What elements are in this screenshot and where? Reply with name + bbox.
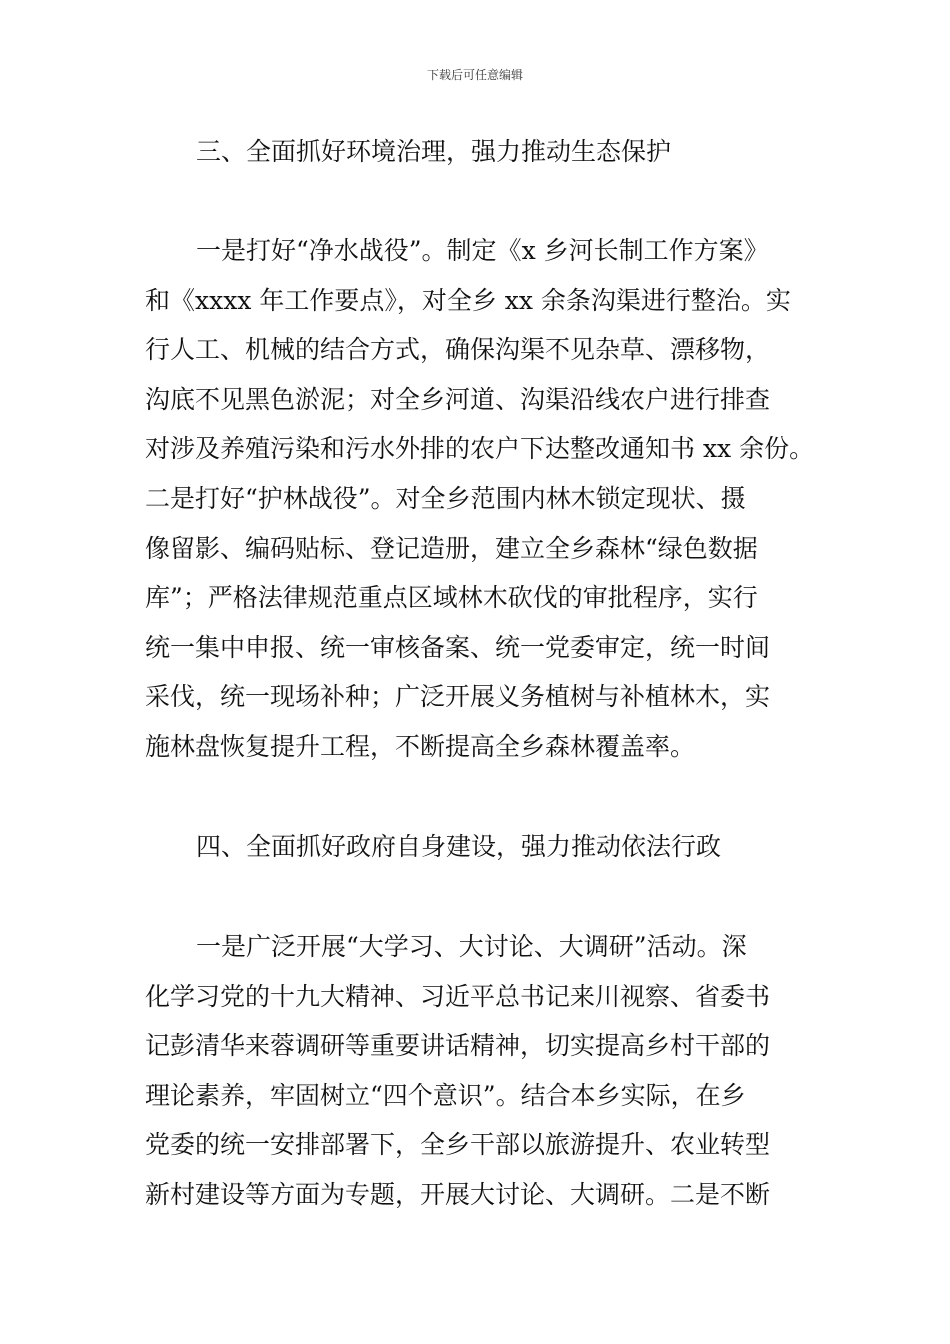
paragraph-line: 采伐，统一现场补种；广泛开展义务植树与补植林木，实: [145, 682, 771, 712]
section-3-heading: 三、全面抓好环境治理，强力推动生态保护: [196, 137, 672, 166]
paragraph-line: 记彭清华来蓉调研等重要讲话精神，切实提高乡村干部的: [145, 1031, 771, 1061]
paragraph-line: 像留影、编码贴标、登记造册，建立全乡森林“绿色数据: [145, 533, 758, 563]
section-4-paragraph: [145, 922, 815, 1220]
section-4-heading: 四、全面抓好政府自身建设，强力推动依法行政: [196, 832, 722, 861]
paragraph-line: 库”；严格法律规范重点区域林木砍伐的审批程序，实行: [145, 583, 758, 613]
paragraph-line: 理论素养，牢固树立“四个意识”。结合本乡实际，在乡: [145, 1080, 746, 1110]
paragraph-line: 统一集中申报、统一审核备案、统一党委审定，统一时间: [145, 632, 771, 662]
paragraph-line: 二是打好“护林战役”。对全乡范围内林木锁定现状、摄: [145, 483, 746, 513]
paragraph-line: 党委的统一安排部署下，全乡干部以旅游提升、农业转型: [145, 1130, 771, 1160]
paragraph-line: 化学习党的十九大精神、习近平总书记来川视察、省委书: [145, 981, 771, 1011]
header-note: 下载后可任意编辑: [426, 68, 523, 82]
paragraph-line: 对涉及养殖污染和污水外排的农户下达整改通知书 xx 余份。: [145, 434, 815, 464]
paragraph-line: 和《xxxx 年工作要点》，对全乡 xx 余条沟渠进行整治。实: [145, 285, 791, 315]
paragraph-line: 施林盘恢复提升工程，不断提高全乡森林覆盖率。: [145, 731, 696, 761]
paragraph-line: 新村建设等方面为专题，开展大讨论、大调研。二是不断: [145, 1179, 771, 1209]
paragraph-line: 沟底不见黑色淤泥；对全乡河道、沟渠沿线农户进行排查: [145, 384, 771, 414]
paragraph-line: 一是打好“净水战役”。制定《x 乡河长制工作方案》: [196, 236, 769, 265]
paragraph-line: 一是广泛开展“大学习、大讨论、大调研”活动。深: [196, 932, 747, 961]
paragraph-line: 行人工、机械的结合方式，确保沟渠不见杂草、漂移物，: [145, 335, 771, 365]
section-3-paragraph: [145, 226, 815, 772]
